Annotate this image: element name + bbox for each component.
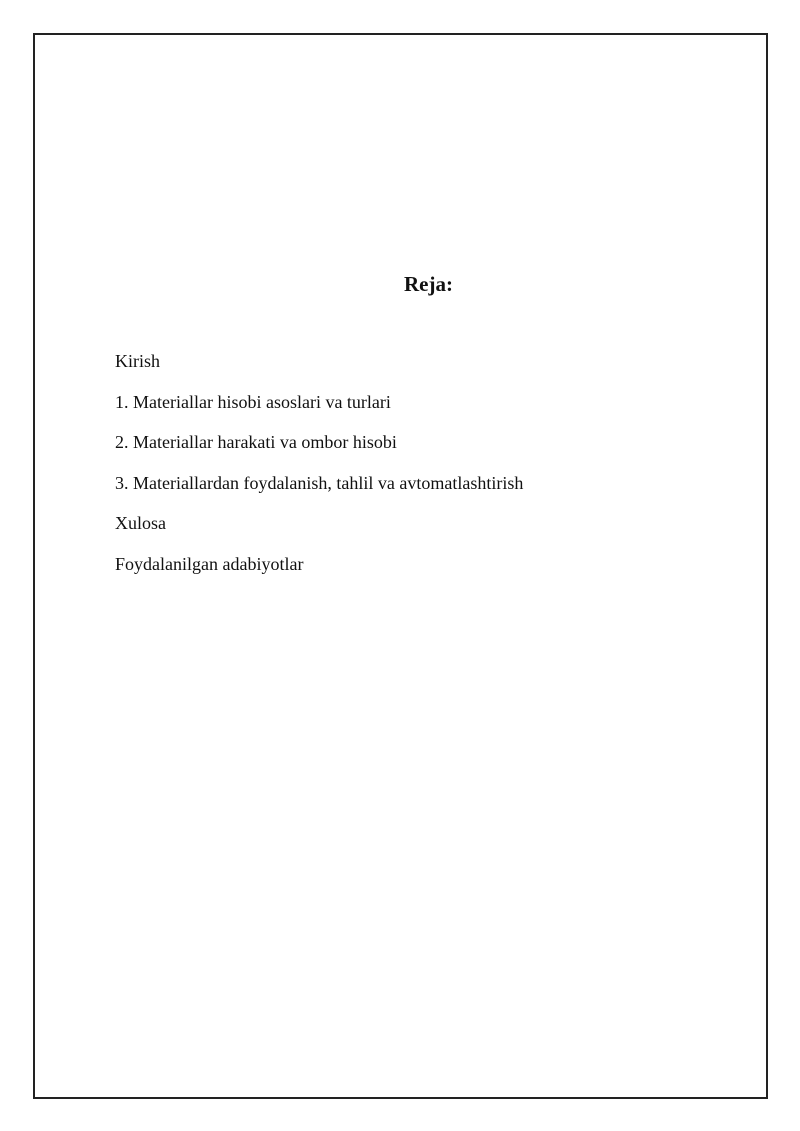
toc-item-introduction: Kirish (115, 351, 160, 371)
toc-item-references: Foydalanilgan adabiyotlar (115, 553, 304, 574)
table-of-contents (115, 351, 523, 594)
toc-item-chapter-2: 2. Materiallar harakati va ombor hisobi (115, 432, 397, 452)
toc-item-conclusion: Xulosa (115, 513, 166, 533)
toc-item-chapter-1: 1. Materiallar hisobi asoslari va turlari (115, 391, 391, 412)
toc-item-chapter-3: 3. Materiallardan foydalanish, tahlil va avtomatlashtirish (115, 472, 524, 493)
page-title: Reja: (404, 272, 453, 296)
